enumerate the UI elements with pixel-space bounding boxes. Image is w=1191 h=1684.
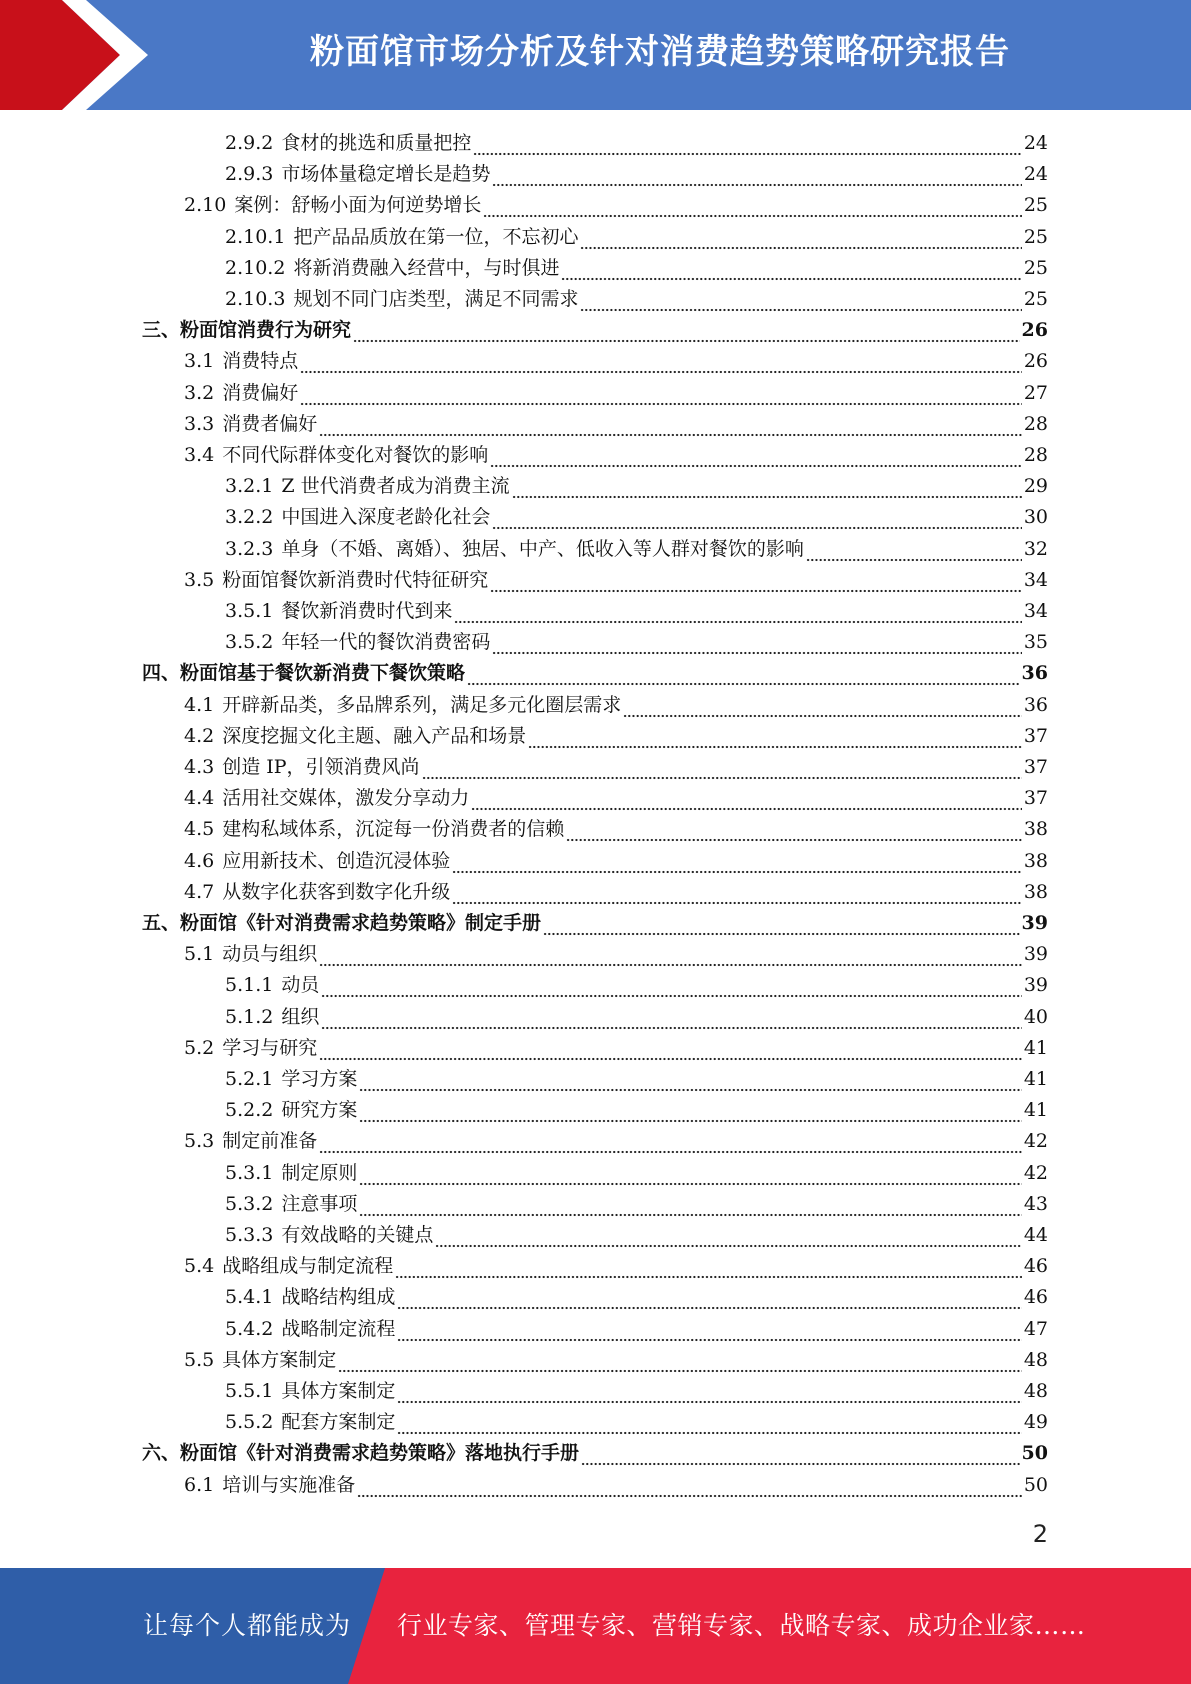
toc-entry[interactable] (225, 1220, 1048, 1251)
toc-entry-number: 四、 (142, 662, 181, 685)
toc-dot-leader (397, 1291, 1021, 1313)
toc-entry-title: 把产品品质放在第一位，不忘初心 (293, 225, 579, 248)
toc-entry-title: 餐饮新消费时代到来 (281, 600, 453, 622)
toc-entry-title: 具体方案制定 (281, 1380, 396, 1402)
toc-entry[interactable] (225, 1064, 1048, 1095)
toc-dot-leader (359, 1198, 1021, 1220)
toc-entry-page: 25 (1023, 288, 1048, 310)
toc-entry[interactable] (225, 596, 1048, 627)
toc-entry-number: 4.1 (184, 693, 215, 716)
toc-entry-number: 3.2 (184, 381, 215, 404)
toc-entry-page: 25 (1023, 225, 1048, 248)
toc-entry[interactable] (184, 565, 1048, 596)
toc-entry-number: 3.2.3 (225, 537, 274, 560)
toc-entry-title: 食材的挑选和质量把控 (281, 132, 472, 154)
toc-entry-title: 不同代际群体变化对餐饮的影响 (222, 444, 489, 466)
toc-entry[interactable] (142, 315, 1048, 346)
toc-entry-number: 5.1 (184, 943, 215, 966)
toc-entry-page: 43 (1023, 1192, 1048, 1215)
toc-dot-leader (357, 1479, 1022, 1501)
toc-entry[interactable] (225, 128, 1048, 159)
toc-entry-number: 5.3.3 (225, 1224, 274, 1246)
toc-entry-page: 35 (1023, 631, 1048, 654)
toc-entry-number: 五、 (142, 912, 181, 934)
toc-entry-title: 制定原则 (281, 1161, 358, 1184)
toc-dot-leader (483, 199, 1021, 221)
footer-roles: 行业专家、管理专家、营销专家、战略专家、成功企业家…… (397, 1611, 1086, 1640)
toc-entry-number: 3.1 (184, 350, 215, 373)
toc-entry-title: 开辟新品类，多品牌系列，满足多元化圈层需求 (222, 693, 622, 716)
toc-entry[interactable] (184, 440, 1048, 471)
toc-entry-page: 24 (1023, 132, 1048, 154)
toc-entry-title: 深度挖掘文化主题、融入产品和场景 (222, 724, 527, 747)
toc-entry[interactable] (184, 378, 1048, 409)
toc-entry-page: 36 (1023, 693, 1048, 716)
toc-entry-title: 研究方案 (281, 1099, 358, 1122)
toc-entry-title: 注意事项 (281, 1192, 358, 1215)
toc-dot-leader (623, 699, 1022, 721)
toc-entry-number: 5.2 (184, 1036, 215, 1059)
toc-entry-page: 32 (1023, 537, 1048, 560)
toc-dot-leader (492, 636, 1021, 658)
toc-entry-page: 37 (1023, 787, 1048, 810)
toc-entry[interactable] (225, 253, 1048, 284)
toc-entry[interactable] (225, 1407, 1048, 1438)
toc-entry-page: 41 (1023, 1099, 1048, 1122)
toc-dot-leader (492, 511, 1021, 533)
toc-entry-number: 5.1.1 (225, 974, 274, 997)
toc-dot-leader (359, 1104, 1021, 1126)
toc-entry-page: 39 (1023, 974, 1048, 997)
toc-entry-number: 3.5 (184, 568, 215, 591)
toc-dot-leader (467, 667, 1020, 689)
toc-entry-page: 50 (1021, 1442, 1048, 1465)
toc-entry-number: 5.3.1 (225, 1161, 274, 1184)
toc-dot-leader (452, 855, 1022, 877)
toc-entry-page: 41 (1023, 1036, 1048, 1059)
toc-entry-title: 战略制定流程 (281, 1317, 396, 1340)
toc-entry-number: 5.4 (184, 1255, 215, 1278)
toc-entry[interactable] (225, 1002, 1048, 1033)
toc-entry-title: 粉面馆《针对消费需求趋势策略》制定手册 (180, 912, 542, 934)
toc-entry-number: 3.5.1 (225, 600, 274, 622)
toc-entry-number: 4.3 (184, 756, 215, 778)
toc-entry[interactable] (184, 814, 1048, 845)
toc-entry[interactable] (225, 159, 1048, 190)
toc-dot-leader (397, 1416, 1021, 1438)
toc-dot-leader (452, 886, 1022, 908)
toc-dot-leader (528, 730, 1022, 752)
toc-dot-leader (321, 979, 1021, 1001)
toc-entry[interactable] (225, 970, 1048, 1001)
toc-entry[interactable] (225, 502, 1048, 533)
toc-dot-leader (471, 792, 1022, 814)
toc-dot-leader (490, 449, 1022, 471)
toc-dot-leader (319, 418, 1022, 440)
toc-entry-number: 5.5 (184, 1348, 215, 1371)
toc-entry[interactable] (184, 1126, 1048, 1157)
toc-dot-leader (397, 1323, 1021, 1345)
toc-entry-title: 具体方案制定 (222, 1348, 337, 1371)
toc-entry-page: 48 (1023, 1348, 1048, 1371)
toc-entry-page: 26 (1021, 319, 1048, 342)
toc-entry-title: 年轻一代的餐饮消费密码 (281, 631, 491, 654)
toc-entry[interactable] (225, 471, 1048, 502)
toc-entry[interactable] (225, 1376, 1048, 1407)
toc-entry[interactable] (184, 1251, 1048, 1282)
toc-entry-title: 规划不同门店类型，满足不同需求 (293, 288, 579, 310)
toc-entry-title: 学习与研究 (222, 1036, 318, 1059)
toc-entry-page: 34 (1023, 600, 1048, 622)
toc-entry-number: 5.5.2 (225, 1411, 274, 1434)
toc-entry-page: 28 (1023, 444, 1048, 466)
toc-dot-leader (580, 293, 1021, 315)
toc-entry-page: 40 (1023, 1005, 1048, 1028)
page-footer (0, 1568, 1191, 1684)
toc-entry-title: 粉面馆基于餐饮新消费下餐饮策略 (180, 662, 466, 685)
toc-entry-page: 39 (1021, 912, 1048, 934)
toc-entry-page: 37 (1023, 756, 1048, 778)
toc-entry[interactable] (225, 627, 1048, 658)
toc-entry-page: 38 (1023, 818, 1048, 841)
toc-entry-number: 3.2.1 (225, 475, 274, 498)
toc-entry[interactable] (225, 284, 1048, 315)
toc-entry-page: 34 (1023, 568, 1048, 591)
toc-entry-page: 46 (1023, 1286, 1048, 1309)
toc-entry[interactable] (184, 1033, 1048, 1064)
toc-entry-number: 5.3.2 (225, 1192, 274, 1215)
toc-entry-title: 市场体量稳定增长是趋势 (281, 163, 491, 186)
toc-entry-page: 24 (1023, 163, 1048, 186)
toc-entry-title: 消费特点 (222, 350, 299, 373)
toc-entry-number: 4.4 (184, 787, 215, 810)
toc-entry-number: 2.10.1 (225, 225, 286, 248)
toc-entry-page: 49 (1023, 1411, 1048, 1434)
toc-entry-number: 5.3 (184, 1130, 215, 1153)
toc-entry-number: 2.10.2 (225, 256, 286, 279)
toc-entry-title: 单身（不婚、离婚）、独居、中产、低收入等人群对餐饮的影响 (281, 537, 804, 560)
toc-entry-number: 4.5 (184, 818, 215, 841)
toc-entry-page: 47 (1023, 1317, 1048, 1340)
toc-entry-title: 组织 (281, 1005, 320, 1028)
toc-entry[interactable] (184, 721, 1048, 752)
toc-entry[interactable] (184, 409, 1048, 440)
toc-dot-leader (300, 355, 1022, 377)
toc-entry-title: 培训与实施准备 (222, 1473, 356, 1496)
toc-entry[interactable] (184, 190, 1048, 221)
toc-dot-leader (566, 823, 1022, 845)
toc-dot-leader (580, 231, 1021, 253)
toc-entry-number: 六、 (142, 1442, 181, 1465)
toc-dot-leader (319, 1042, 1022, 1064)
toc-entry-page: 46 (1023, 1255, 1048, 1278)
toc-entry-page: 42 (1023, 1130, 1048, 1153)
toc-entry-number: 5.5.1 (225, 1380, 274, 1402)
page-header (0, 0, 1191, 110)
toc-entry-title: 中国进入深度老龄化社会 (281, 506, 491, 529)
toc-dot-leader (492, 168, 1021, 190)
toc-entry[interactable] (142, 1438, 1048, 1469)
toc-dot-leader (319, 1135, 1022, 1157)
toc-dot-leader (422, 761, 1022, 783)
toc-dot-leader (435, 1229, 1021, 1251)
toc-entry-title: Z 世代消费者成为消费主流 (281, 475, 510, 498)
toc-dot-leader (359, 1167, 1021, 1189)
document-title: 粉面馆市场分析及针对消费趋势策略研究报告 (310, 32, 1010, 72)
toc-entry-title: 动员与组织 (222, 943, 318, 966)
toc-entry-number: 4.2 (184, 724, 215, 747)
toc-dot-leader (490, 574, 1022, 596)
toc-entry-title: 粉面馆《针对消费需求趋势策略》落地执行手册 (180, 1442, 580, 1465)
toc-entry-page: 42 (1023, 1161, 1048, 1184)
toc-dot-leader (397, 1385, 1021, 1407)
toc-entry-number: 2.10 (184, 194, 227, 217)
toc-entry[interactable] (225, 1095, 1048, 1126)
toc-entry[interactable] (184, 783, 1048, 814)
toc-entry[interactable] (225, 1189, 1048, 1220)
toc-entry-number: 2.9.2 (225, 132, 274, 154)
toc-entry-title: 案例：舒畅小面为何逆势增长 (234, 194, 482, 217)
toc-entry-number: 3.3 (184, 412, 215, 435)
toc-dot-leader (338, 1354, 1022, 1376)
toc-entry-number: 2.10.3 (225, 288, 286, 310)
toc-dot-leader (561, 262, 1021, 284)
toc-entry[interactable] (225, 1158, 1048, 1189)
toc-dot-leader (395, 1260, 1022, 1282)
toc-entry-page: 38 (1023, 880, 1048, 903)
toc-entry-title: 配套方案制定 (281, 1411, 396, 1434)
toc-entry[interactable] (225, 222, 1048, 253)
toc-entry-number: 5.2.1 (225, 1068, 274, 1090)
toc-entry-page: 30 (1023, 506, 1048, 529)
toc-entry-title: 学习方案 (281, 1068, 358, 1090)
toc-entry-title: 消费者偏好 (222, 412, 318, 435)
toc-entry[interactable] (184, 752, 1048, 783)
toc-dot-leader (581, 1447, 1020, 1469)
toc-entry-page: 27 (1023, 381, 1048, 404)
toc-entry-page: 41 (1023, 1068, 1048, 1090)
toc-entry-title: 动员 (281, 974, 320, 997)
toc-entry-page: 26 (1023, 350, 1048, 373)
toc-entry-page: 37 (1023, 724, 1048, 747)
toc-entry-number: 3.4 (184, 444, 215, 466)
toc-entry-number: 4.6 (184, 849, 215, 872)
toc-entry[interactable] (225, 534, 1048, 565)
page-number: 2 (1032, 1520, 1048, 1548)
toc-dot-leader (454, 605, 1021, 627)
toc-entry-number: 2.9.3 (225, 163, 274, 186)
toc-entry-title: 创造 IP，引领消费风尚 (222, 756, 420, 778)
toc-dot-leader (300, 387, 1022, 409)
toc-dot-leader (543, 917, 1020, 939)
toc-dot-leader (321, 1011, 1021, 1033)
toc-entry[interactable] (184, 1345, 1048, 1376)
toc-entry[interactable] (184, 346, 1048, 377)
toc-entry-page: 25 (1023, 256, 1048, 279)
toc-entry-title: 粉面馆消费行为研究 (180, 319, 352, 342)
toc-entry[interactable] (184, 846, 1048, 877)
toc-entry[interactable] (184, 690, 1048, 721)
toc-entry-number: 6.1 (184, 1473, 215, 1496)
toc-entry-page: 29 (1023, 475, 1048, 498)
toc-entry-page: 38 (1023, 849, 1048, 872)
toc-entry-title: 战略结构组成 (281, 1286, 396, 1309)
toc-entry[interactable] (225, 1314, 1048, 1345)
toc-entry[interactable] (142, 908, 1048, 939)
toc-entry-page: 28 (1023, 412, 1048, 435)
toc-entry-page: 36 (1021, 662, 1048, 685)
toc-dot-leader (512, 480, 1022, 502)
toc-dot-leader (319, 948, 1022, 970)
toc-entry-title: 战略组成与制定流程 (222, 1255, 394, 1278)
footer-slogan: 让每个人都能成为 (143, 1611, 352, 1640)
toc-dot-leader (353, 324, 1020, 346)
toc-entry-number: 5.4.2 (225, 1317, 274, 1340)
toc-entry[interactable] (184, 877, 1048, 908)
toc-dot-leader (473, 137, 1021, 159)
toc-entry-page: 39 (1023, 943, 1048, 966)
toc-entry-title: 制定前准备 (222, 1130, 318, 1153)
toc-entry-number: 5.2.2 (225, 1099, 274, 1122)
toc-entry-number: 3.5.2 (225, 631, 274, 654)
toc-entry-page: 48 (1023, 1380, 1048, 1402)
toc-entry-title: 从数字化获客到数字化升级 (222, 880, 451, 903)
toc-entry[interactable] (184, 939, 1048, 970)
toc-entry-title: 活用社交媒体，激发分享动力 (222, 787, 470, 810)
toc-entry-number: 5.1.2 (225, 1005, 274, 1028)
toc-dot-leader (359, 1073, 1021, 1095)
toc-entry-title: 粉面馆餐饮新消费时代特征研究 (222, 568, 489, 591)
toc-entry-title: 有效战略的关键点 (281, 1224, 434, 1246)
toc-entry-page: 50 (1023, 1473, 1048, 1496)
toc-entry[interactable] (184, 1470, 1048, 1501)
toc-entry-number: 3.2.2 (225, 506, 274, 529)
toc-entry-number: 5.4.1 (225, 1286, 274, 1309)
toc-entry-page: 44 (1023, 1224, 1048, 1246)
toc-entry-title: 应用新技术、创造沉浸体验 (222, 849, 451, 872)
toc-entry-number: 4.7 (184, 880, 215, 903)
toc-dot-leader (806, 543, 1022, 565)
toc-entry-page: 25 (1023, 194, 1048, 217)
toc-entry-title: 将新消费融入经营中，与时俱进 (293, 256, 560, 279)
toc-entry[interactable] (142, 658, 1048, 689)
toc-entry-number: 三、 (142, 319, 181, 342)
toc-entry[interactable] (225, 1282, 1048, 1313)
toc-entry-title: 建构私域体系，沉淀每一份消费者的信赖 (222, 818, 565, 841)
toc-entry-title: 消费偏好 (222, 381, 299, 404)
